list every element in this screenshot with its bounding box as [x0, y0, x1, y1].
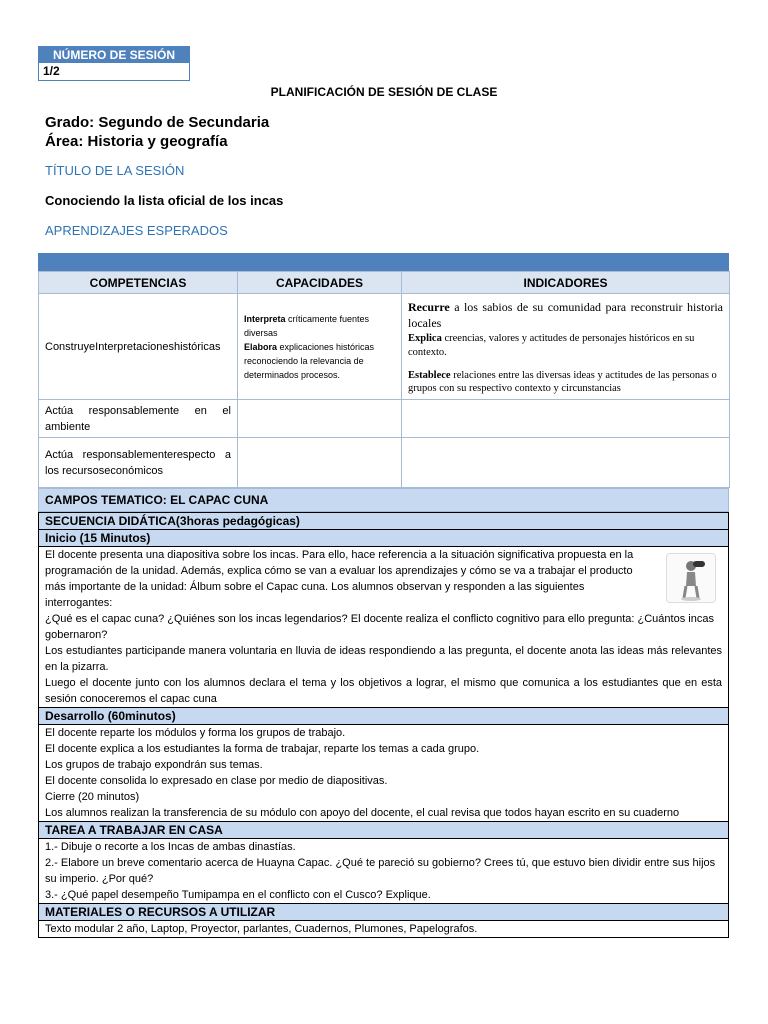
cap-2-rest: explicaciones históricas reconociendo la relevancia de determinados procesos.: [244, 341, 375, 380]
capacidades-cell: [238, 294, 402, 400]
desarrollo-line: El docente consolida lo expresado en clase por medio de diapositivas.: [45, 775, 388, 787]
competencia-1: ConstruyeInterpretacioneshistóricas: [39, 294, 238, 400]
desarrollo-line: Los grupos de trabajo expondrán sus temas.: [45, 759, 263, 771]
header-competencias: COMPETENCIAS: [39, 272, 238, 294]
inicio-body: [39, 546, 728, 707]
inicio-p4: Luego el docente junto con los alumnos declara el tema y los objetivos a lograr, el mismo que comunica a los estudiantes que en esta sesión conoceremos el capac cuna: [45, 677, 722, 705]
desarrollo-header: Desarrollo (60minutos): [39, 707, 728, 724]
inicio-p1: El docente presenta una diapositiva sobre los incas. Para ello, hace referencia a la situación significativa propuesta en la programación de la unidad. Además, explica cómo se van a evaluar los aprendizajes y cómo se va a trabajar el producto más importante de la unidad: Álbum sobre el Capac cuna. Los alumnos observan y responden a las siguientes interrogantes:: [45, 549, 634, 609]
session-title-value: Conociendo la lista oficial de los incas: [45, 193, 284, 208]
grade-line: Grado: Segundo de Secundaria: [45, 114, 270, 131]
session-number-label: NÚMERO DE SESIÓN: [39, 47, 189, 63]
table-header-band: [38, 253, 729, 271]
materiales-value: Texto modular 2 año, Laptop, Proyector, parlantes, Cuadernos, Plumones, Papelografos.: [39, 920, 728, 937]
header-indicadores: INDICADORES: [402, 272, 730, 294]
expected-learning-label: APRENDIZAJES ESPERADOS: [45, 223, 228, 238]
indicador-2-empty: [402, 400, 730, 438]
desarrollo-body: [39, 724, 728, 821]
competencies-table: [38, 271, 730, 488]
cap-1-bold: Interpreta: [244, 313, 286, 324]
sequence-section: [38, 512, 729, 938]
desarrollo-line: Los alumnos realizan la transferencia de su módulo con apoyo del docente, el cual revisa que todos hayan escrito en su cuaderno: [45, 807, 680, 819]
capacidad-3-empty: [238, 438, 402, 488]
ind-3-rest: relaciones entre las diversas ideas y actitudes de las personas o grupos con su respectivo contexto y circunstancias: [408, 369, 717, 394]
person-binoculars-icon: [666, 553, 716, 603]
session-title-label: TÍTULO DE LA SESIÓN: [45, 163, 185, 178]
session-number-value: 1/2: [39, 63, 189, 80]
secuencia-header: SECUENCIA DIDÁTICA(3horas pedagógicas): [39, 512, 728, 529]
campos-tematico: CAMPOS TEMATICO: EL CAPAC CUNA: [38, 488, 729, 512]
materiales-header: MATERIALES O RECURSOS A UTILIZAR: [39, 903, 728, 920]
tarea-line: 2.- Elabore un breve comentario acerca de Huayna Capac. ¿Qué te pareció su gobierno? Crees tú, que estuvo bien dividir entre sus hijos su imperio. ¿Por qué?: [45, 857, 716, 885]
header-capacidades: CAPACIDADES: [238, 272, 402, 294]
ind-1-rest: a los sabios de su comunidad para reconstruir historia locales: [408, 299, 723, 330]
cap-2-bold: Elabora: [244, 341, 278, 352]
desarrollo-line: Cierre (20 minutos): [45, 791, 140, 803]
capacidad-2-empty: [238, 400, 402, 438]
tarea-body: [39, 838, 728, 903]
ind-2-rest: creencias, valores y actitudes de personajes históricos en su contexto.: [408, 332, 695, 358]
cap-1-rest: críticamente fuentes diversas: [244, 313, 370, 338]
grade-area-block: [45, 113, 269, 151]
inicio-p2: ¿Qué es el capac cuna? ¿Quiénes son los incas legendarios? El docente realiza el conflicto cognitivo para ello pregunta: ¿Cuántos incas gobernaron?: [45, 613, 714, 641]
ind-1-bold: Recurre: [408, 299, 450, 314]
tarea-header: TAREA A TRABAJAR EN CASA: [39, 821, 728, 838]
inicio-header: Inicio (15 Minutos): [39, 529, 728, 546]
ind-3-bold: Establece: [408, 369, 451, 381]
indicador-3-empty: [402, 438, 730, 488]
inicio-p3: Los estudiantes participande manera voluntaria en lluvia de ideas respondiendo a las pregunta, el docente anota las ideas más relevantes en la pizarra.: [45, 645, 722, 673]
area-line: Área: Historia y geografía: [45, 133, 228, 150]
competencia-2: Actúa responsablemente en el ambiente: [39, 400, 238, 438]
indicadores-cell: [402, 294, 730, 400]
desarrollo-line: El docente reparte los módulos y forma los grupos de trabajo.: [45, 727, 346, 739]
ind-2-bold: Explica: [408, 332, 442, 344]
competencia-3: Actúa responsablementerespecto a los recursoseconómicos: [39, 438, 238, 488]
document-title: PLANIFICACIÓN DE SESIÓN DE CLASE: [270, 85, 498, 99]
tarea-line: 3.- ¿Qué papel desempeño Tumipampa en el conflicto con el Cusco? Explique.: [45, 889, 431, 901]
session-number-box: [38, 46, 190, 81]
desarrollo-line: El docente explica a los estudiantes la forma de trabajar, reparte los temas a cada grupo.: [45, 743, 480, 755]
tarea-line: 1.- Dibuje o recorte a los Incas de ambas dinastías.: [45, 841, 296, 853]
